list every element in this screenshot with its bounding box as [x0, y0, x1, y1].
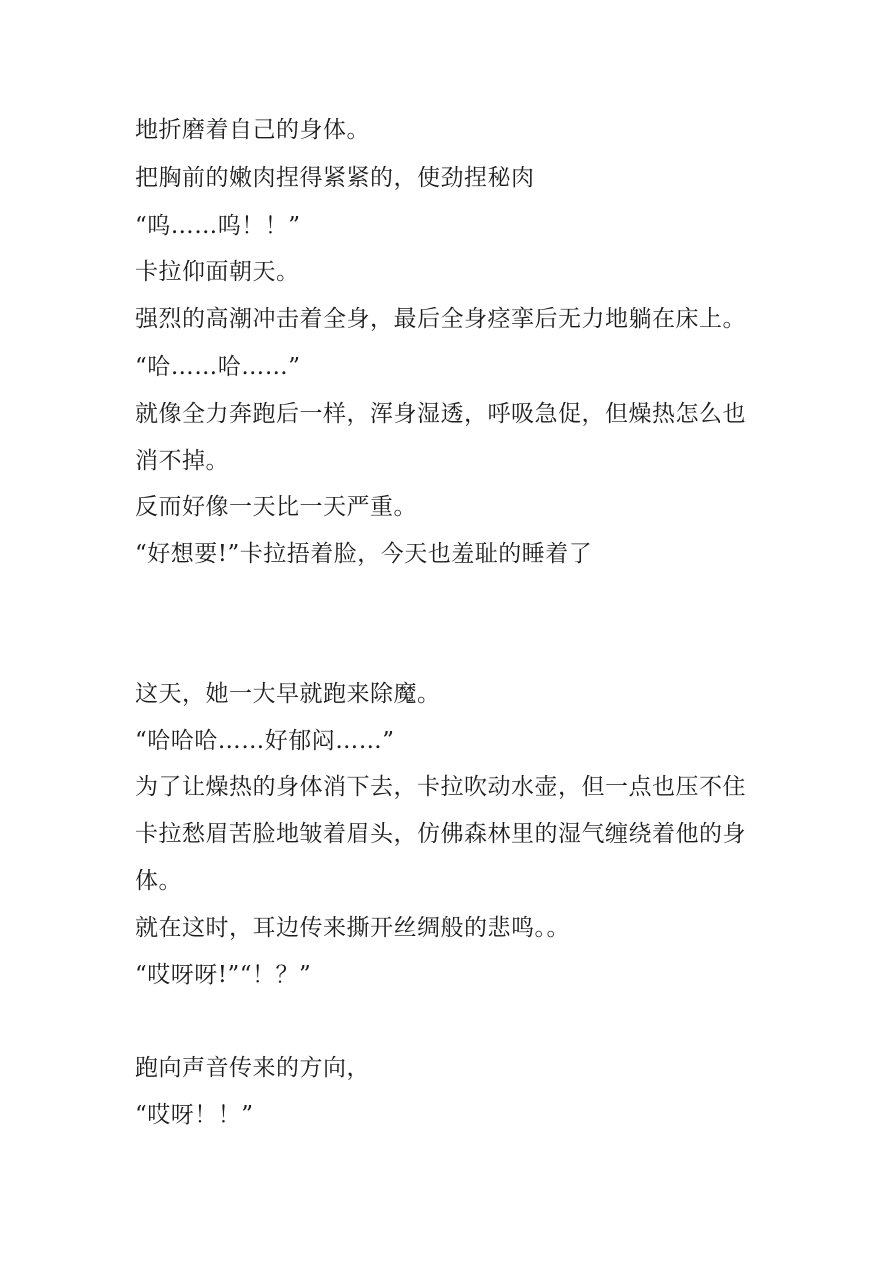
text-line: 为了让燥热的身体消下去，卡拉吹动水壶，但一点也压不住 [135, 774, 746, 800]
text-line: 就在这时，耳边传来撕开丝绸般的悲鸣。。 [135, 915, 570, 941]
text-line: 就像全力奔跑后一样，浑身湿透，呼吸急促，但燥热怎么也 [135, 401, 746, 427]
text-line: 消不掉。 [135, 448, 229, 474]
dialogue-line: “哈哈哈……好郁闷……” [135, 728, 395, 754]
text-line: 体。 [135, 868, 182, 894]
text-line: 反而好像一天比一天严重。 [135, 494, 417, 520]
text-line: 这天，她一大早就跑来除魔。 [135, 681, 441, 707]
text-line: 跑向声音传来的方向， [135, 1055, 370, 1081]
dialogue-line: “哎呀！！” [135, 1102, 254, 1128]
text-line: 强烈的高潮冲击着全身，最后全身痉挛后无力地躺在床上。 [135, 306, 746, 332]
dialogue-line: “呜……呜！！” [135, 213, 301, 239]
text-line: 卡拉愁眉苦脸地皱着眉头，仿佛森林里的湿气缠绕着他的身 [135, 821, 746, 847]
dialogue-line: “哈……哈……” [135, 354, 301, 380]
text-line: 卡拉仰面朝天。 [135, 259, 300, 285]
text-line: 地折磨着自己的身体。 [135, 117, 370, 143]
dialogue-line: “好想要!”卡拉捂着脸，今天也羞耻的睡着了 [135, 541, 593, 567]
dialogue-line: “哎呀呀!”“！？” [135, 962, 312, 988]
text-line: 把胸前的嫩肉捏得紧紧的，使劲捏秘肉 [135, 165, 535, 191]
